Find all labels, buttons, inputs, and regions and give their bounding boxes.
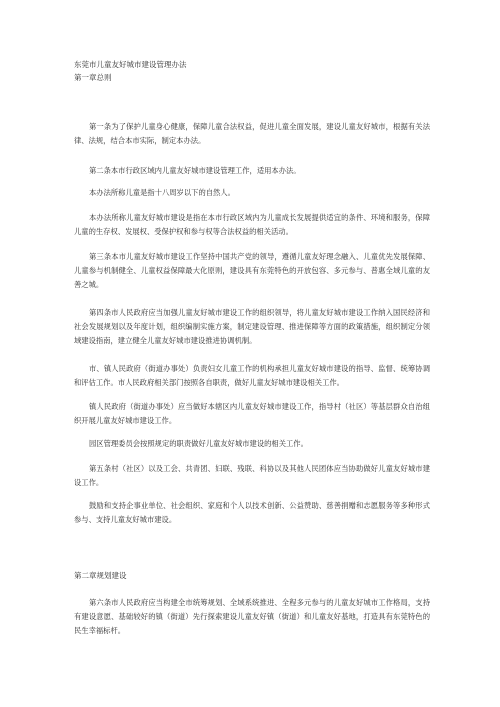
paragraph: 鼓励和支持企事业单位、社会组织、家庭和个人以技术创新、公益赞助、慈善捐赠和志愿服务等多种形式参与、支持儿童友好城市建设。 xyxy=(74,501,430,524)
paragraph: 第一条为了保护儿童身心健康，保障儿童合法权益，促进儿童全面发展，建设儿童友好城市，根据有关法律、法规，结合本市实际，制定本办法。 xyxy=(74,122,430,145)
paragraph: 本办法所称儿童友好城市建设是指在本市行政区域内为儿童成长发展提供适宜的条件、环境和服务，保障儿童的生存权、发展权、受保护权和参与权等合法权益的相关活动。 xyxy=(74,213,430,236)
paragraph: 园区管理委员会按照规定的职责做好儿童友好城市建设的相关工作。 xyxy=(89,439,308,448)
document-title: 东莞市儿童友好城市建设管理办法 xyxy=(74,60,187,69)
paragraph: 第三条本市儿童友好城市建设工作坚持中国共产党的领导，遵循儿童友好理念融入、儿童优先发展保障、儿童参与机制健全、儿童权益保障最大化原则，建设具有东莞特色的开放包容、多元参与、普惠全域儿童的友善之城。 xyxy=(74,252,430,289)
paragraph: 第二条本市行政区域内儿童友好城市建设管理工作，适用本办法。 xyxy=(89,166,301,175)
paragraph: 镇人民政府（街道办事处）应当做好本辖区内儿童友好城市建设工作，指导村（社区）等基层群众自治组织开展儿童友好城市建设工作。 xyxy=(74,402,430,425)
paragraph: 第四条市人民政府应当加强儿童友好城市建设工作的组织领导，将儿童友好城市建设工作纳入国民经济和社会发展规划以及年度计划，组织编制实施方案，制定建设管理、推进保障等方面的政策措施，组织制定分领域建设指南，建立健全儿童友好城市建设推进协调机制。 xyxy=(74,308,430,345)
paragraph: 本办法所称儿童是指十八周岁以下的自然人。 xyxy=(89,188,235,197)
paragraph: 第六条市人民政府应当构建全市统筹规划、全域系统推进、全程多元参与的儿童友好城市工作格局，支持有建设意愿、基础较好的镇（街道）先行探索建设儿童友好镇（街道）和儿童友好基地，打造具有东莞特色的民生幸福标杆。 xyxy=(74,598,430,635)
paragraph: 第五条村（社区）以及工会、共青团、妇联、残联、科协以及其他人民团体应当协助做好儿童友好城市建设工作。 xyxy=(74,464,430,487)
paragraph: 市、镇人民政府（街道办事处）负责妇女儿童工作的机构承担儿童友好城市建设的指导、监督、统筹协调和评估工作。市人民政府相关部门按照各自职责，做好儿童友好城市建设相关工作。 xyxy=(74,364,430,387)
chapter-heading-1: 第一章总则 xyxy=(74,73,112,82)
chapter-heading-2: 第二章规划建设 xyxy=(74,571,127,580)
